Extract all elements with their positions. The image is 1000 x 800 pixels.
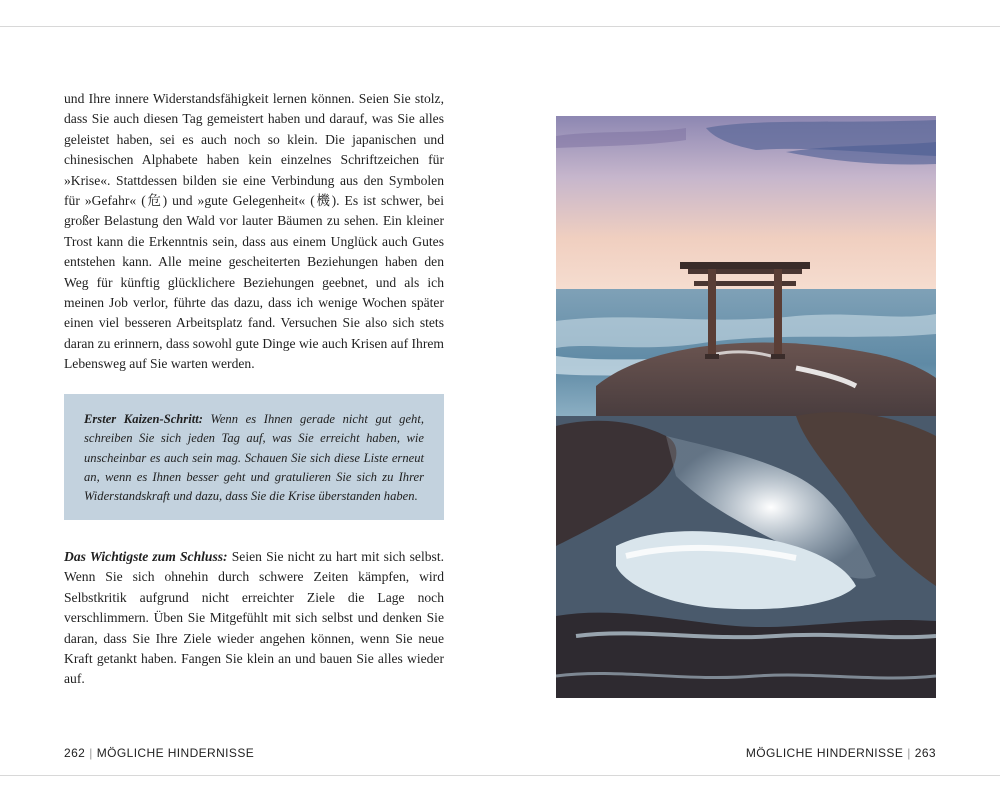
torii-sea-photo: [556, 116, 936, 698]
kaizen-tip-text: [84, 410, 424, 506]
kaizen-tip-box: [64, 394, 444, 520]
closing-paragraph: [64, 547, 444, 690]
closing-lead: Das Wichtigste zum Schluss:: [64, 549, 228, 564]
book-spread: [0, 26, 1000, 776]
left-page-number: 262: [64, 746, 86, 760]
right-page-number: 263: [914, 746, 936, 760]
closing-paragraph-block: [64, 547, 444, 690]
left-page-footer: [64, 746, 254, 760]
right-page-footer: [746, 746, 936, 760]
right-footer-section: MÖGLICHE HINDERNISSE: [745, 746, 904, 760]
body-paragraph: und Ihre innere Widerstandsfähigkeit lernen können. Seien Sie stolz, dass Sie auch diesen Tag gemeistert haben und darauf, was Sie alles geleistet haben, sei es auch noch so klein. Die japanischen und chinesischen Alphabete haben kein einzelnes Schriftzeichen für »Krise«. Stattdessen bilden sie eine Verbindung aus den Symbolen für »Gefahr« (危) und »gute Gelegenheit« (機). Es ist schwer, bei großer Belastung den Wald vor lauter Bäumen zu sehen. Ein kleiner Trost kann die Erkenntnis sein, dass aus einem Unglück auch Gutes entstehen kann. Alle meine gescheiterten Beziehungen haben den Weg für künftig glücklichere Beziehungen geebnet, und als ich meinen Job verlor, führte das dazu, dass ich wenige Wochen später einen viel besseren Arbeitsplatz fand. Versuchen Sie also sich stets daran zu erinnern, dass sowohl gute Dinge wie auch Krisen auf Ihrem Lebensweg auf Sie warten werden.: [64, 91, 444, 372]
footer-separator: |: [89, 746, 93, 760]
kaizen-tip-body: Wenn es Ihnen gerade nicht gut geht, schreiben Sie sich jeden Tag auf, was Sie erreicht haben, wie unscheinbar es auch sein mag. Schauen Sie sich diese Liste erneut an, wenn es Ihnen besser geht und gratulieren Sie sich zu Ihrer Widerstandskraft und dazu, dass Sie die Krise überstanden haben.: [84, 412, 424, 504]
closing-body: Seien Sie nicht zu hart mit sich selbst. Wenn Sie sich ohnehin durch schwere Zeiten kämpfen, wird Selbstkritik aufgrund nicht erreichter Ziele die Lage noch verschlimmern. Üben Sie Mitgefühlt mit sich selbst und denken Sie daran, dass Sie Ihre Ziele wieder angehen können, wenn Sie neue Kraft getankt haben. Fangen Sie klein an und bauen Sie alles wieder auf.: [64, 549, 444, 687]
left-footer-section: MÖGLICHE HINDERNISSE: [96, 746, 255, 760]
left-page-body: [64, 89, 444, 375]
footer-separator: |: [907, 746, 911, 760]
kaizen-tip-lead: Erster Kaizen-Schritt:: [84, 412, 203, 426]
